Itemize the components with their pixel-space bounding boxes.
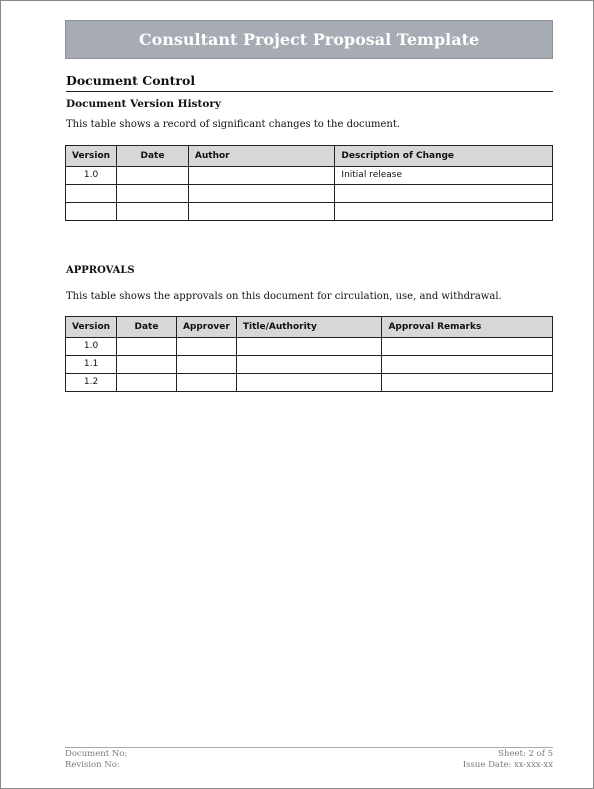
column-header-date: Date: [117, 317, 177, 338]
cell-date: [117, 338, 177, 356]
table-row: [66, 356, 553, 374]
cell-description: [335, 185, 553, 203]
table-row: [66, 167, 553, 185]
footer-sheet: Sheet: 2 of 5: [498, 749, 553, 759]
cell-title-authority: [236, 338, 382, 356]
cell-description: Initial release: [335, 167, 553, 185]
cell-date: [117, 167, 189, 185]
cell-approver: [176, 356, 236, 374]
cell-approval-remarks: [382, 356, 553, 374]
cell-approval-remarks: [382, 338, 553, 356]
cell-version: 1.1: [66, 356, 117, 374]
column-header-version: Version: [66, 317, 117, 338]
cell-date: [117, 203, 189, 221]
column-header-approver: Approver: [176, 317, 236, 338]
table-row: [66, 203, 553, 221]
table-header-row: [66, 146, 553, 167]
cell-approver: [176, 374, 236, 392]
footer-document-no: Document No:: [65, 749, 128, 759]
footer-issue-date: Issue Date: xx-xxx-xx: [462, 760, 553, 770]
column-header-date: Date: [117, 146, 189, 167]
table-row: [66, 185, 553, 203]
cell-version: [66, 203, 117, 221]
cell-title-authority: [236, 374, 382, 392]
cell-title-authority: [236, 356, 382, 374]
cell-description: [335, 203, 553, 221]
cell-author: [188, 185, 335, 203]
document-title: Consultant Project Proposal Template: [138, 30, 480, 49]
approvals-table: [65, 316, 553, 392]
cell-version: 1.0: [66, 338, 117, 356]
approvals-title: APPROVALS: [66, 265, 135, 276]
document-title-banner: [65, 20, 553, 59]
cell-author: [188, 167, 335, 185]
version-history-table: [65, 145, 553, 221]
version-history-intro: This table shows a record of significant changes to the document.: [66, 119, 401, 130]
cell-date: [117, 374, 177, 392]
column-header-description: Description of Change: [335, 146, 553, 167]
version-history-title: Document Version History: [66, 98, 221, 110]
footer-revision-no: Revision No:: [65, 760, 120, 770]
column-header-approval-remarks: Approval Remarks: [382, 317, 553, 338]
cell-author: [188, 203, 335, 221]
table-row: [66, 338, 553, 356]
cell-version: [66, 185, 117, 203]
cell-approver: [176, 338, 236, 356]
cell-version: 1.2: [66, 374, 117, 392]
table-row: [66, 374, 553, 392]
column-header-author: Author: [188, 146, 335, 167]
cell-date: [117, 356, 177, 374]
approvals-intro: This table shows the approvals on this document for circulation, use, and withdrawal.: [66, 291, 502, 302]
cell-version: 1.0: [66, 167, 117, 185]
cell-date: [117, 185, 189, 203]
column-header-title-authority: Title/Authority: [236, 317, 382, 338]
cell-approval-remarks: [382, 374, 553, 392]
footer-divider: [65, 747, 553, 748]
table-header-row: [66, 317, 553, 338]
section-heading-document-control: Document Control: [66, 73, 553, 92]
column-header-version: Version: [66, 146, 117, 167]
